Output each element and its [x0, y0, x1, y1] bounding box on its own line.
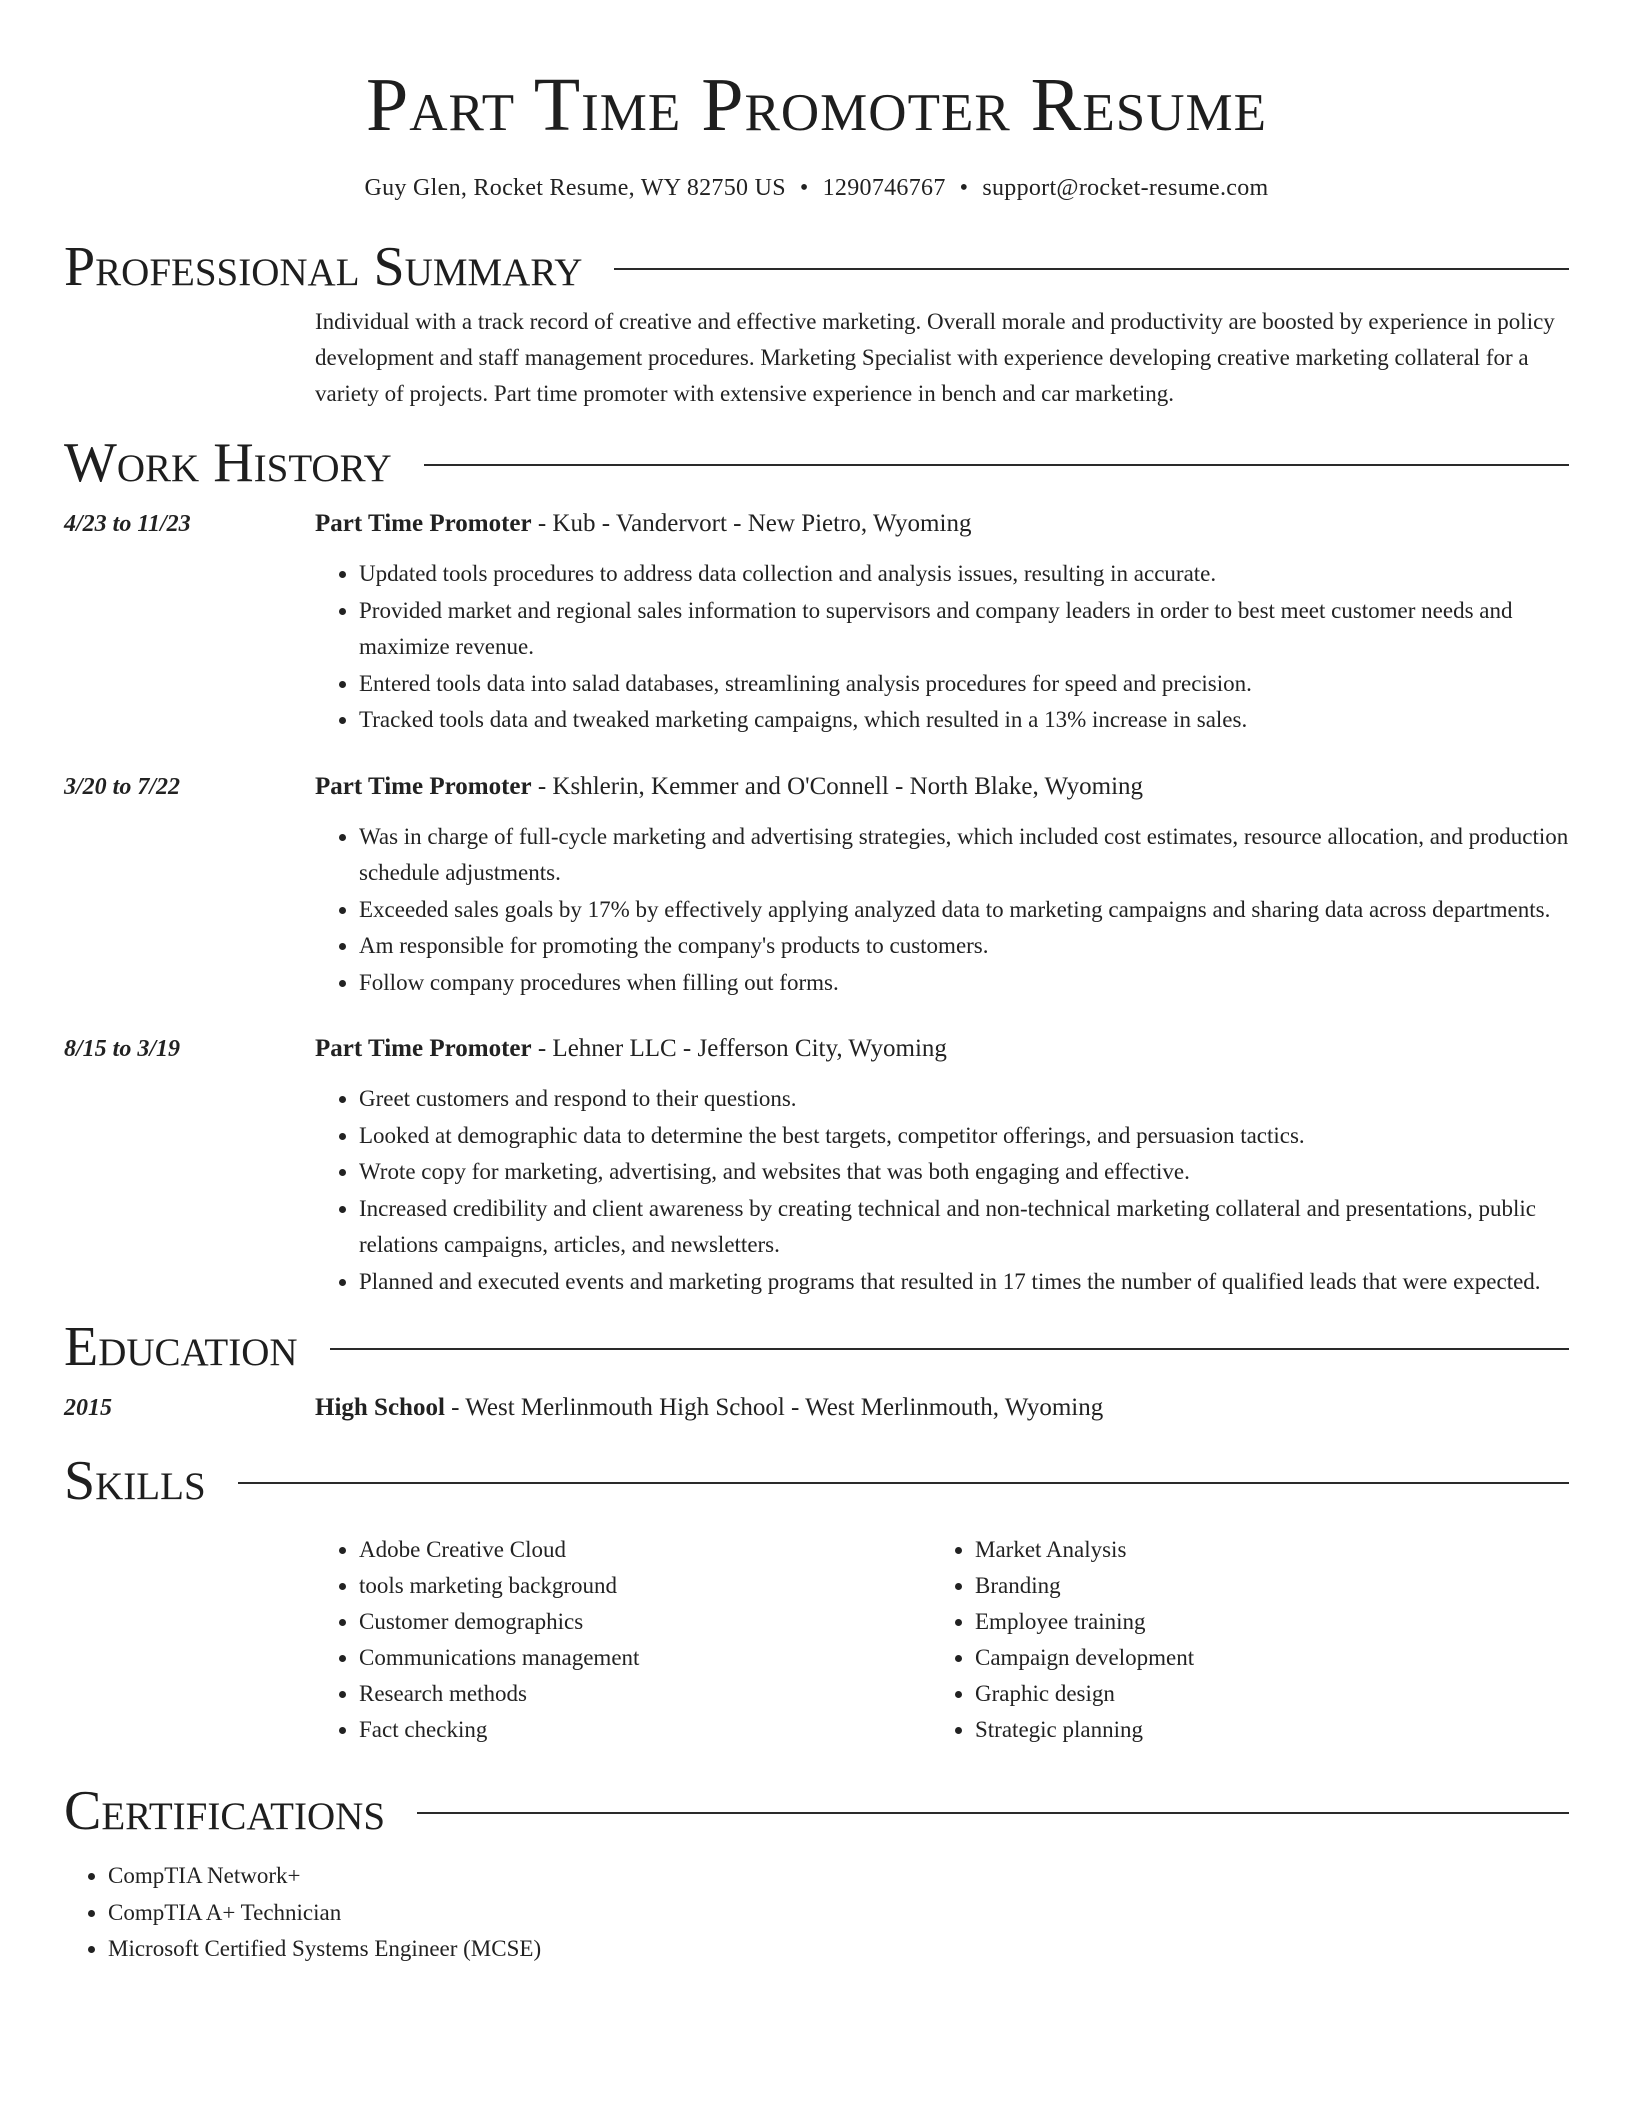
education-heading-line [315, 1390, 1569, 1426]
section-divider [330, 1348, 1569, 1350]
skill-item: • tools marketing background [359, 1568, 931, 1604]
job-heading [315, 1031, 1569, 1067]
skill-item: • Market Analysis [975, 1532, 1547, 1568]
skill-item: • Branding [975, 1568, 1547, 1604]
job-body [315, 1031, 1569, 1300]
job-bullets [315, 819, 1569, 1002]
section-divider [614, 268, 1569, 270]
skills-heading: Skills [64, 1450, 206, 1512]
job-title: Part Time Promoter [315, 1035, 532, 1062]
job-bullets [315, 1081, 1569, 1300]
job-entry [64, 506, 1569, 739]
skills-section-header [64, 1448, 1569, 1514]
job-title: Part Time Promoter [315, 510, 532, 537]
job-dates: 8/15 to 3/19 [64, 1036, 181, 1062]
contact-email[interactable]: support@rocket-resume.com [982, 175, 1269, 201]
skill-item: • Customer demographics [359, 1604, 931, 1640]
education-degree: High School [315, 1394, 445, 1421]
contact-line [64, 172, 1569, 204]
certifications-section-header [64, 1778, 1569, 1844]
skill-item: • Strategic planning [975, 1712, 1547, 1748]
work-heading: Work History [64, 432, 392, 494]
job-entry [64, 1031, 1569, 1300]
job-details: - Kub - Vandervort - New Pietro, Wyoming [531, 510, 972, 537]
education-year: 2015 [64, 1395, 112, 1421]
skill-item: • Graphic design [975, 1676, 1547, 1712]
job-details: - Lehner LLC - Jefferson City, Wyoming [531, 1035, 947, 1062]
job-bullet: • Follow company procedures when filling out forms. [359, 965, 1569, 1002]
section-divider [417, 1812, 1569, 1814]
job-bullet: • Was in charge of full-cycle marketing and advertising strategies, which included cost estimates, resource allocation, and production schedule adjustments. [359, 819, 1569, 892]
job-bullet: • Provided market and regional sales information to supervisors and company leaders in order to best meet customer needs and maximize revenue. [359, 593, 1569, 666]
resume-page [64, 0, 1569, 1968]
skills-grid [315, 1532, 1569, 1748]
job-bullet: • Entered tools data into salad databases, streamlining analysis procedures for speed and precision. [359, 666, 1569, 703]
skill-item: • Communications management [359, 1640, 931, 1676]
certifications-list [64, 1858, 1569, 1968]
job-bullet: • Am responsible for promoting the company's products to customers. [359, 928, 1569, 965]
section-divider [424, 464, 1569, 466]
contact-separator: • [959, 175, 969, 201]
summary-heading: Professional Summary [64, 236, 583, 298]
section-divider [238, 1482, 1569, 1484]
certifications-heading: Certifications [64, 1780, 386, 1842]
certification-item: • CompTIA Network+ [108, 1858, 1569, 1895]
job-bullet: • Wrote copy for marketing, advertising, and websites that was both engaging and effective. [359, 1154, 1569, 1191]
job-title: Part Time Promoter [315, 772, 532, 800]
job-bullet: • Looked at demographic data to determine the best targets, competitor offerings, and persuasion tactics. [359, 1118, 1569, 1155]
job-dates: 3/20 to 7/22 [64, 773, 181, 800]
skill-item: • Research methods [359, 1676, 931, 1712]
job-bullets [315, 556, 1569, 739]
contact-phone: 1290746767 [822, 175, 946, 201]
resume-title: Part Time Promoter Resume [366, 63, 1267, 147]
certification-item: • Microsoft Certified Systems Engineer (MCSE) [108, 1931, 1569, 1968]
job-bullet: • Greet customers and respond to their questions. [359, 1081, 1569, 1118]
summary-text: Individual with a track record of creative and effective marketing. Overall morale and productivity are boosted by experience in policy development and staff management procedures. Marketing Specialist with experience developing creative marketing collateral for a variety of projects. Part time promoter with extensive experience in bench and car marketing. [315, 309, 1555, 406]
job-heading [315, 769, 1569, 805]
job-bullet: • Updated tools procedures to address data collection and analysis issues, resulting in accurate. [359, 556, 1569, 593]
education-body [315, 1390, 1569, 1426]
job-bullet: • Exceeded sales goals by 17% by effectively applying analyzed data to marketing campaigns and sharing data across departments. [359, 892, 1569, 929]
work-section-header [64, 430, 1569, 496]
job-body [315, 769, 1569, 1002]
skills-column-left [315, 1532, 931, 1748]
skill-item: • Fact checking [359, 1712, 931, 1748]
job-dates: 4/23 to 11/23 [64, 511, 191, 537]
education-details: - West Merlinmouth High School - West Merlinmouth, Wyoming [444, 1394, 1104, 1421]
certification-item: • CompTIA A+ Technician [108, 1895, 1569, 1932]
contact-address: Guy Glen, Rocket Resume, WY 82750 US [364, 175, 786, 201]
job-bullet: • Tracked tools data and tweaked marketing campaigns, which resulted in a 13% increase in sales. [359, 702, 1569, 739]
skills-column-right [931, 1532, 1547, 1748]
job-entry [64, 769, 1569, 1002]
job-bullet: • Increased credibility and client awareness by creating technical and non-technical marketing collateral and presentations, public relations campaigns, articles, and newsletters. [359, 1191, 1569, 1264]
skill-item: • Campaign development [975, 1640, 1547, 1676]
job-details: - Kshlerin, Kemmer and O'Connell - North Blake, Wyoming [531, 772, 1144, 800]
summary-section-header [64, 234, 1569, 300]
job-heading [315, 506, 1569, 542]
education-section-header [64, 1314, 1569, 1380]
education-heading: Education [64, 1316, 298, 1378]
job-body [315, 506, 1569, 739]
skill-item: • Adobe Creative Cloud [359, 1532, 931, 1568]
job-bullet: • Planned and executed events and marketing programs that resulted in 17 times the number of qualified leads that were expected. [359, 1264, 1569, 1301]
education-entry [64, 1390, 1569, 1426]
contact-separator: • [799, 175, 809, 201]
skill-item: • Employee training [975, 1604, 1547, 1640]
